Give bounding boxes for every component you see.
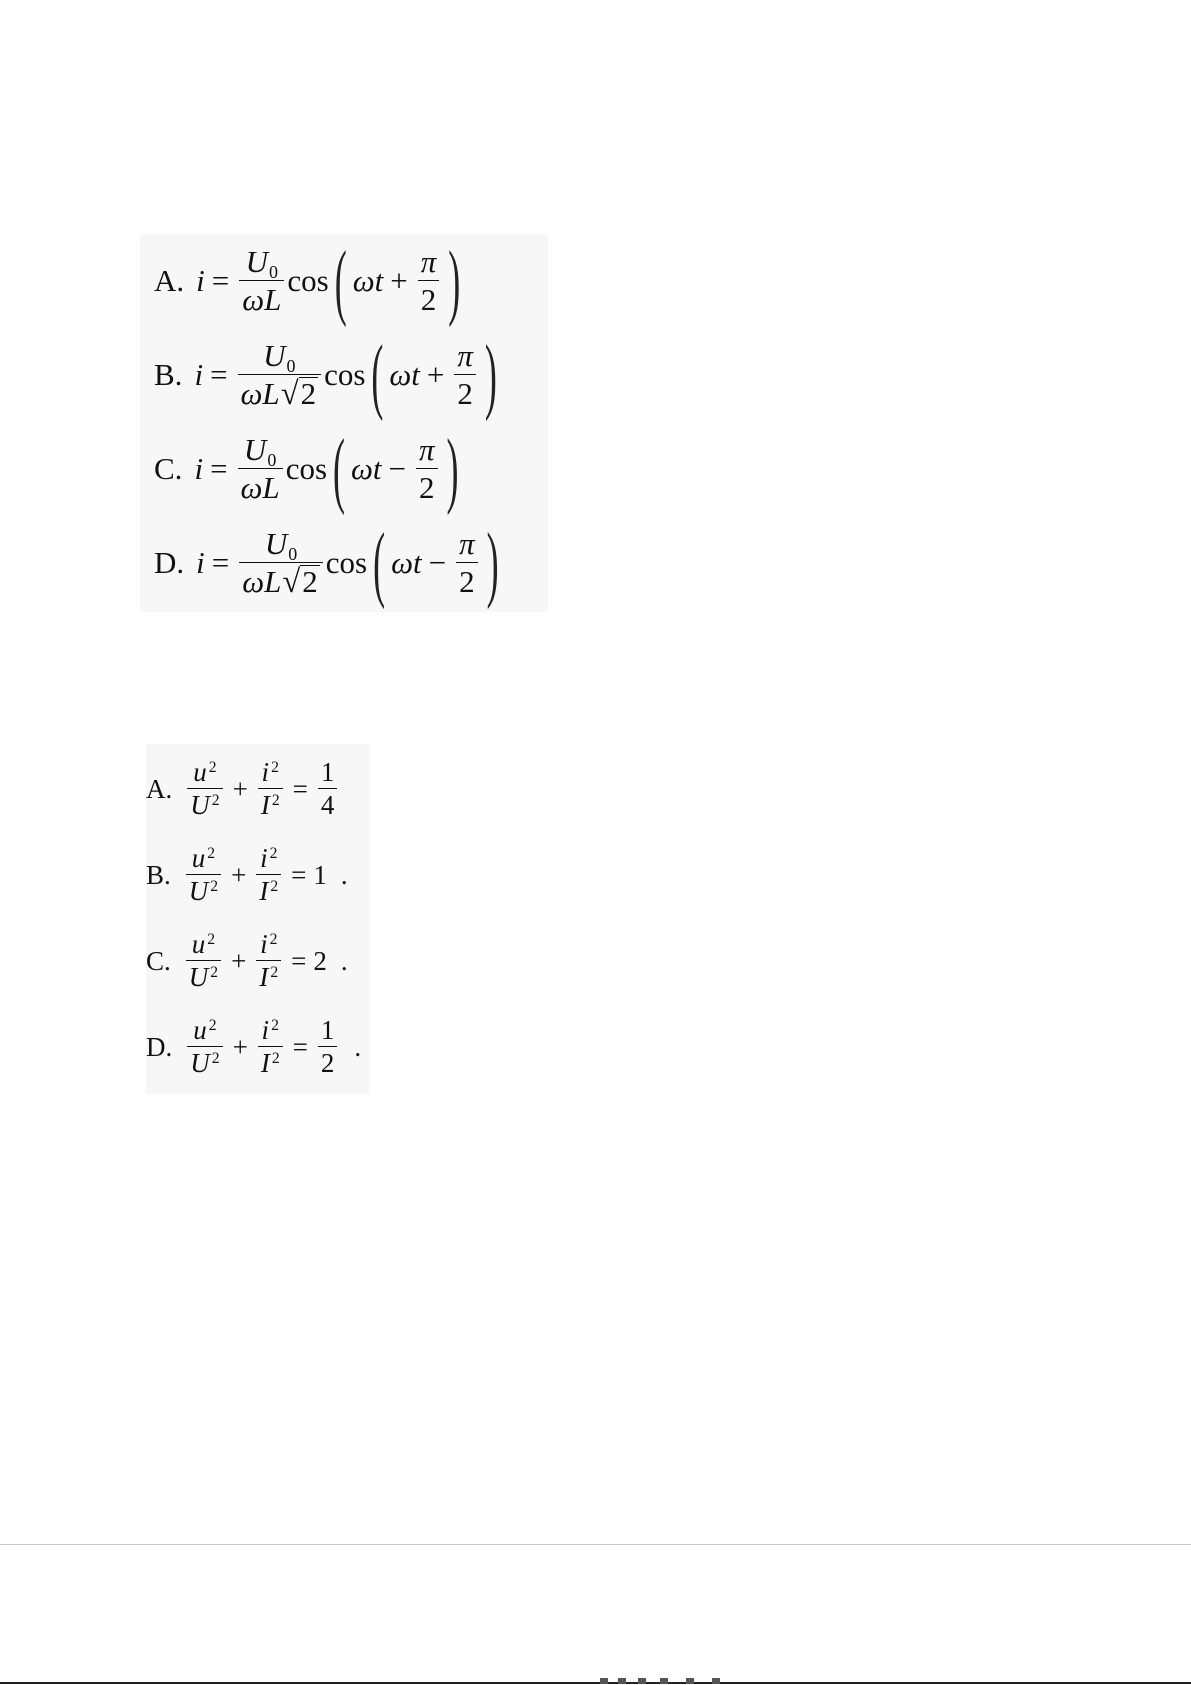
exponent: 2 (271, 1050, 280, 1068)
equals-sign: = (291, 859, 307, 890)
exponent: 2 (208, 759, 217, 777)
plus-sign: + (232, 1031, 248, 1062)
numerator (259, 757, 282, 788)
denominator-symbol: U (190, 1047, 210, 1078)
phase-fraction (454, 338, 476, 412)
exponent: 2 (210, 878, 219, 896)
phase-numerator: π (419, 432, 435, 468)
radicand: 2 (302, 563, 318, 599)
denominator (258, 788, 283, 821)
edge-mark (686, 1678, 694, 1684)
equals-sign: = (211, 545, 230, 580)
exponent: 2 (271, 1017, 279, 1035)
equals-sign: = (292, 1031, 308, 1062)
plus-sign: + (231, 945, 247, 976)
denominator (256, 874, 281, 907)
variable: i (196, 263, 205, 298)
numerator-symbol: i (261, 756, 270, 787)
exponent: 2 (271, 759, 279, 777)
exponent: 2 (269, 845, 278, 863)
option-row (154, 328, 503, 422)
sign: − (428, 545, 447, 580)
option-label: C. (146, 945, 171, 976)
phase-denominator: 2 (416, 468, 438, 506)
voltage-ratio (187, 1015, 222, 1079)
denominator-symbol: ωL (240, 469, 280, 505)
denominator-symbol: ωL (242, 563, 282, 599)
denominator-symbol: I (259, 961, 269, 992)
fraction-numerator (260, 338, 298, 377)
amplitude-fraction (238, 338, 322, 412)
fraction-denominator (238, 468, 283, 506)
numerator (190, 757, 219, 788)
voltage-ratio (187, 757, 222, 821)
voltage-ratio (186, 929, 221, 993)
phase-fraction (416, 432, 438, 506)
numerator (257, 929, 280, 960)
equals-sign: = (291, 945, 307, 976)
option-row (154, 234, 466, 328)
current-ratio (258, 757, 283, 821)
result-value: 1 (313, 859, 327, 890)
exponent: 2 (270, 878, 279, 896)
option-row (146, 1004, 361, 1090)
denominator-symbol: ωL (242, 281, 282, 317)
amplitude-fraction (238, 432, 283, 506)
equals-sign: = (210, 357, 228, 392)
right-paren: ) (448, 234, 461, 328)
denominator-symbol: ωL (240, 375, 280, 411)
result-numerator: 1 (320, 1014, 335, 1045)
exponent: 2 (208, 1017, 217, 1035)
edge-mark (600, 1678, 608, 1684)
denominator (258, 1046, 283, 1079)
phase-denominator: 2 (454, 374, 476, 412)
phase-fraction (456, 526, 478, 600)
exponent: 2 (271, 792, 280, 810)
cos-function: cos (324, 357, 366, 392)
current-ratio (256, 843, 281, 907)
cos-function: cos (325, 545, 368, 580)
sign: + (426, 357, 445, 392)
left-paren: ( (373, 516, 386, 610)
current-ratio (258, 1015, 283, 1079)
question2-options (146, 744, 370, 1094)
option-label: C. (154, 451, 183, 486)
fraction-numerator (241, 432, 279, 471)
denominator (187, 1046, 222, 1079)
cos-function: cos (287, 263, 329, 298)
edge-mark (660, 1678, 668, 1684)
exponent: 2 (207, 931, 216, 949)
left-paren: ( (334, 234, 347, 328)
radical-sign-icon: √ (282, 563, 301, 600)
subscript: 0 (286, 356, 296, 377)
option-row (146, 918, 348, 1004)
fraction-denominator (239, 562, 323, 600)
option-row (146, 832, 348, 918)
cos-function: cos (285, 451, 328, 486)
numerator-symbol: u (193, 756, 207, 787)
edge-mark (712, 1678, 720, 1684)
bottom-edge-marks (600, 1678, 750, 1684)
numerator-symbol: u (191, 928, 206, 959)
option-label: B. (146, 859, 171, 890)
option-row (154, 516, 505, 610)
exponent: 2 (269, 931, 278, 949)
fraction-denominator (239, 280, 284, 318)
numerator-symbol: i (260, 928, 268, 959)
footer-divider (0, 1544, 1191, 1545)
option-label: D. (146, 1031, 173, 1062)
numerator-symbol: i (261, 1014, 270, 1045)
equals-sign: = (292, 773, 308, 804)
denominator-symbol: U (190, 789, 210, 820)
denominator (256, 960, 281, 993)
exponent: 2 (210, 964, 219, 982)
variable: i (194, 451, 204, 486)
trailing-period: . (340, 945, 348, 976)
phase-numerator: π (459, 526, 475, 562)
exponent: 2 (211, 792, 220, 810)
phase-numerator: π (457, 338, 473, 374)
phase-denominator: 2 (418, 280, 440, 318)
result-fraction (318, 757, 338, 821)
numerator-symbol: u (193, 1014, 207, 1045)
result-fraction (318, 1015, 338, 1079)
denominator-symbol: I (260, 789, 270, 820)
numerator-symbol: U (264, 526, 288, 562)
phase-fraction (418, 244, 440, 318)
numerator-symbol: u (191, 842, 206, 873)
phase-argument: ωt (352, 263, 384, 298)
fraction-numerator (262, 526, 300, 565)
option-label: D. (154, 545, 185, 580)
edge-mark (618, 1678, 626, 1684)
amplitude-fraction (239, 526, 323, 600)
denominator-symbol: U (188, 961, 209, 992)
trailing-period: . (354, 1031, 362, 1062)
sign: + (390, 263, 408, 298)
numerator (190, 1015, 219, 1046)
exponent: 2 (270, 964, 279, 982)
denominator-symbol: I (259, 875, 269, 906)
edge-mark (638, 1678, 646, 1684)
numerator-symbol: U (243, 432, 267, 468)
right-paren: ) (484, 328, 497, 422)
denominator-symbol: I (260, 1047, 270, 1078)
denominator (187, 788, 222, 821)
voltage-ratio (186, 843, 221, 907)
exponent: 2 (207, 845, 216, 863)
result-numerator: 1 (320, 756, 335, 787)
phase-denominator: 2 (456, 562, 478, 600)
option-label: A. (146, 773, 173, 804)
plus-sign: + (231, 859, 247, 890)
denominator-symbol: U (188, 875, 209, 906)
exponent: 2 (211, 1050, 220, 1068)
current-ratio (256, 929, 281, 993)
left-paren: ( (371, 328, 384, 422)
result-denominator: 4 (318, 788, 338, 821)
right-paren: ) (446, 422, 459, 516)
equals-sign: = (210, 451, 228, 486)
page-bottom-border (0, 1682, 1191, 1684)
result-value: 2 (313, 945, 327, 976)
option-label: B. (154, 357, 183, 392)
fraction-denominator (238, 374, 322, 412)
numerator (189, 929, 218, 960)
option-row (146, 746, 340, 832)
right-paren: ) (486, 516, 499, 610)
numerator (257, 843, 280, 874)
equals-sign: = (211, 263, 230, 298)
phase-argument: ωt (389, 357, 420, 392)
denominator (186, 874, 221, 907)
subscript: 0 (288, 544, 298, 565)
question1-options (140, 234, 548, 612)
subscript: 0 (269, 262, 278, 283)
square-root (281, 377, 318, 411)
subscript: 0 (267, 450, 277, 471)
phase-argument: ωt (391, 545, 422, 580)
left-paren: ( (333, 422, 346, 516)
phase-argument: ωt (351, 451, 382, 486)
numerator (189, 843, 218, 874)
result-denominator: 2 (318, 1046, 338, 1079)
phase-numerator: π (420, 244, 437, 280)
trailing-period: . (340, 859, 348, 890)
denominator (186, 960, 221, 993)
numerator (259, 1015, 282, 1046)
amplitude-fraction (239, 244, 284, 318)
radicand: 2 (300, 375, 317, 411)
square-root (282, 565, 319, 599)
option-row (154, 422, 465, 516)
numerator-symbol: i (260, 842, 268, 873)
variable: i (196, 545, 205, 580)
plus-sign: + (232, 773, 248, 804)
option-label: A. (154, 263, 185, 298)
fraction-numerator (243, 244, 281, 283)
numerator-symbol: U (263, 338, 286, 374)
sign: − (388, 451, 407, 486)
numerator-symbol: U (245, 244, 269, 280)
variable: i (194, 357, 204, 392)
radical-sign-icon: √ (280, 375, 299, 412)
